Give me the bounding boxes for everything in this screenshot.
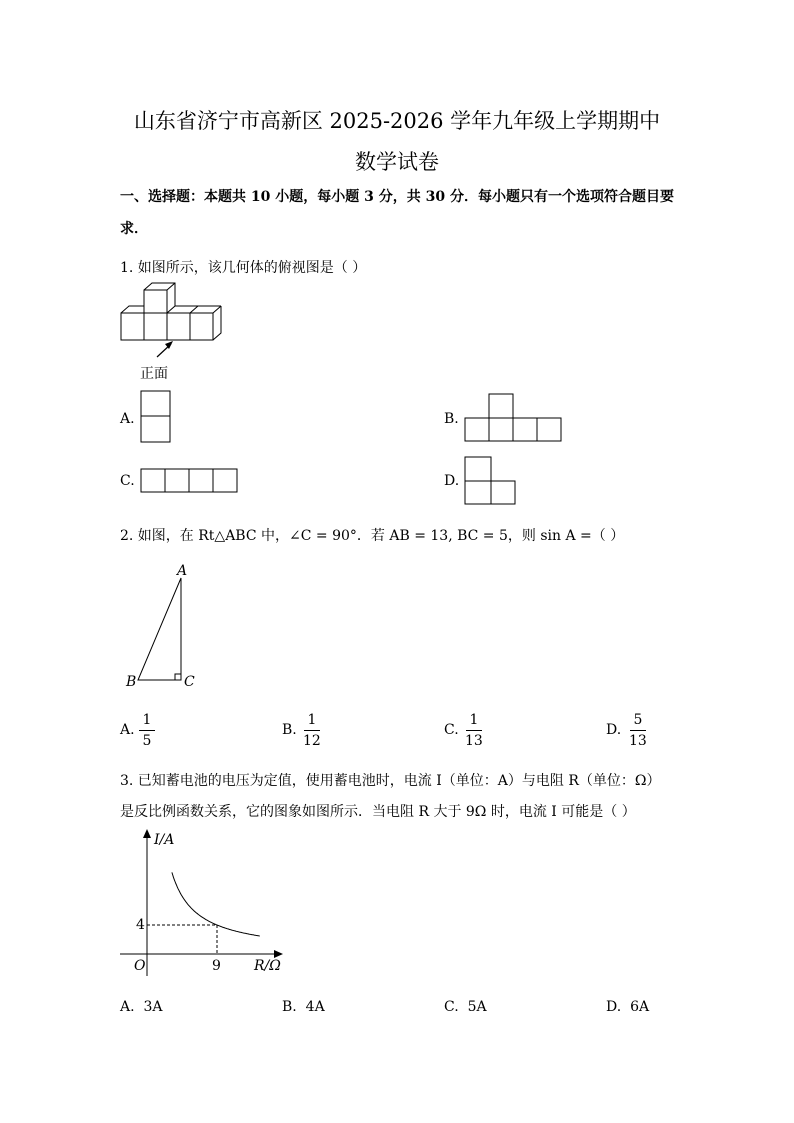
q2-triangle-figure [125,560,205,690]
denominator: 5 [142,733,152,749]
q3-option-b [282,999,325,1015]
section-header-cont: 求． [120,221,148,237]
q2-option-a: A. [120,722,135,738]
numerator: 5 [633,712,643,728]
q2-option-d-fraction [629,712,647,749]
q1-option-a-figure [139,389,173,445]
denominator: 12 [303,733,321,749]
q1-option-b: B. [444,411,459,427]
q2-option-b: B. [282,722,297,738]
q2-option-c: C. [444,722,459,738]
q1-option-c-figure [139,467,241,495]
numerator: 1 [307,712,317,728]
q1-option-d: D. [444,473,460,489]
section-header: 一、选择题：本题共 10 小题，每小题 3 分，共 30 分．每小题只有一个选项符合题目要 [120,189,674,205]
q2-option-a-fraction [139,712,155,749]
q2-vertex-a: A [177,563,188,579]
q2-vertex-b: B [126,674,137,690]
q1-option-a: A. [120,411,135,427]
q3-x-tick: 9 [212,958,221,974]
option-text: 6A [630,999,650,1015]
q2-vertex-c: C [184,674,195,690]
option-label: C. [444,999,459,1015]
exam-subtitle: 数学试卷 [355,150,439,174]
q3-option-c [444,999,487,1015]
q1-option-b-figure [463,392,565,444]
q2-option-b-fraction [303,712,321,749]
denominator: 13 [629,733,647,749]
q1-option-c: C. [120,473,135,489]
option-label: A. [120,999,135,1015]
q2-stem: 2. 如图，在 Rt△ABC 中，∠C = 90°．若 AB = 13, BC = 5，则 sin A =（ ） [120,528,625,544]
q3-x-axis-label: R/Ω [254,958,281,974]
q1-front-label: 正面 [140,366,168,382]
exam-title: 山东省济宁市高新区 2025-2026 学年九年级上学期期中 [133,109,661,133]
q2-option-c-fraction [465,712,483,749]
q3-y-tick: 4 [136,917,145,933]
q3-inverse-graph [115,828,285,978]
q3-option-d [606,999,649,1015]
q3-stem-line1: 3. 已知蓄电池的电压为定值，使用蓄电池时，电流 I（单位：A）与电阻 R（单位：Ω） [120,773,661,789]
q3-option-a [120,999,163,1015]
option-text: 5A [467,999,487,1015]
numerator: 1 [142,712,152,728]
q2-option-d: D. [606,722,622,738]
q3-stem-line2: 是反比例函数关系，它的图象如图所示．当电阻 R 大于 9Ω 时，电流 I 可能是（ ） [120,804,636,820]
q3-y-axis-label: I/A [154,832,175,848]
denominator: 13 [465,733,483,749]
q3-origin-label: O [134,958,146,974]
q1-solid-figure [115,282,235,382]
option-text: 3A [143,999,163,1015]
option-text: 4A [305,999,325,1015]
numerator: 1 [469,712,479,728]
option-label: B. [282,999,297,1015]
q1-stem: 1. 如图所示，该几何体的俯视图是（ ） [120,260,367,276]
q1-option-d-figure [463,455,519,507]
option-label: D. [606,999,622,1015]
